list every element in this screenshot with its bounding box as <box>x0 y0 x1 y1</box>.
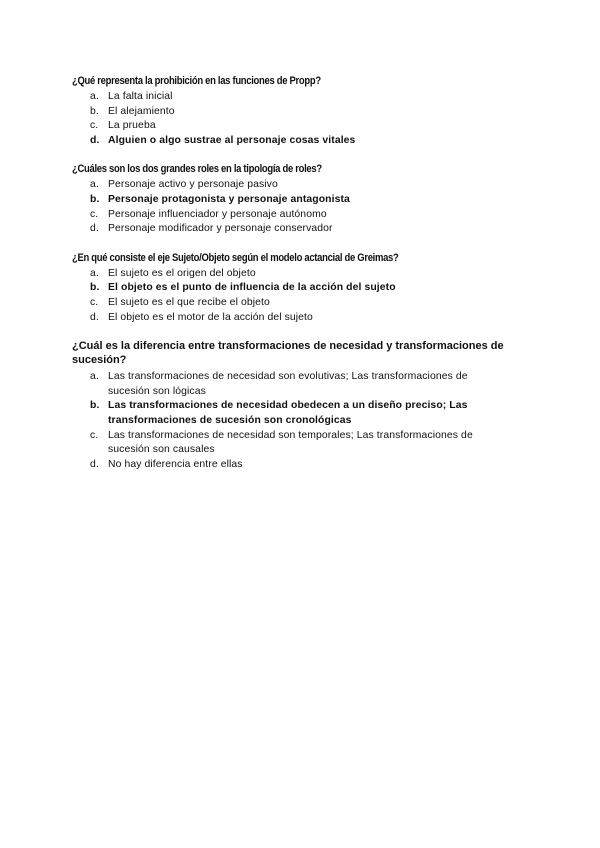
option-b <box>72 105 522 120</box>
option-d <box>72 311 522 326</box>
option-text: La prueba <box>108 120 156 132</box>
option-d-correct <box>72 134 522 149</box>
option-letter: b. <box>90 193 100 205</box>
option-text: El objeto es el motor de la acción del sujeto <box>108 311 313 323</box>
option-list <box>72 178 522 236</box>
option-d <box>72 458 522 473</box>
option-text: El objeto es el punto de influencia de la acción del sujeto <box>108 282 396 294</box>
option-text: Las transformaciones de necesidad obedecen a un diseño preciso; Las transformaciones de sucesión son cronológicas <box>108 400 468 426</box>
option-c <box>72 429 522 458</box>
option-a <box>72 90 522 105</box>
option-letter: a. <box>90 371 99 383</box>
option-a <box>72 267 522 282</box>
option-letter: c. <box>90 120 99 132</box>
option-letter: b. <box>90 400 100 412</box>
question-2 <box>72 162 522 236</box>
question-title: ¿Cuáles son los dos grandes roles en la tipología de roles? <box>72 163 322 176</box>
option-letter: c. <box>90 429 99 441</box>
option-letter: d. <box>90 223 99 235</box>
option-letter: a. <box>90 267 99 279</box>
option-text: El sujeto es el que recibe el objeto <box>108 296 270 308</box>
option-a <box>72 370 522 399</box>
option-text: El sujeto es el origen del objeto <box>108 267 256 279</box>
option-d <box>72 222 522 237</box>
option-letter: a. <box>90 91 99 102</box>
question-3 <box>72 251 522 325</box>
option-list <box>72 370 522 472</box>
option-text: Las transformaciones de necesidad son temporales; Las transformaciones de sucesión son causales <box>108 429 473 456</box>
option-c <box>72 296 522 311</box>
option-letter: d. <box>90 311 99 323</box>
question-4 <box>72 339 522 472</box>
option-text: La falta inicial <box>108 91 173 102</box>
option-list <box>72 90 522 148</box>
option-letter: d. <box>90 134 100 146</box>
option-c <box>72 119 522 134</box>
option-b-correct <box>72 193 522 208</box>
option-list <box>72 267 522 325</box>
question-title: ¿En qué consiste el eje Sujeto/Objeto según el modelo actancial de Greimas? <box>72 251 399 264</box>
option-text: No hay diferencia entre ellas <box>108 458 243 470</box>
option-text: Personaje modificador y personaje conservador <box>108 223 333 235</box>
question-title: ¿Qué representa la prohibición en las funciones de Propp? <box>72 75 321 87</box>
option-letter: d. <box>90 458 99 470</box>
option-text: Las transformaciones de necesidad son evolutivas; Las transformaciones de sucesión son lógicas <box>108 371 468 397</box>
option-c <box>72 208 522 223</box>
question-list <box>72 74 522 486</box>
option-letter: c. <box>90 296 99 308</box>
option-text: Personaje protagonista y personaje antagonista <box>108 193 350 205</box>
question-title: ¿Cuál es la diferencia entre transformaciones de necesidad y transformaciones de sucesión? <box>72 340 504 367</box>
option-text: El alejamiento <box>108 105 175 117</box>
option-text: Personaje activo y personaje pasivo <box>108 179 278 191</box>
option-letter: b. <box>90 282 100 294</box>
question-1 <box>72 74 522 148</box>
option-text: Personaje influenciador y personaje autónomo <box>108 208 327 220</box>
option-text: Alguien o algo sustrae al personaje cosas vitales <box>108 134 356 146</box>
option-b-correct <box>72 281 522 296</box>
option-b-correct <box>72 399 522 428</box>
option-letter: b. <box>90 105 99 117</box>
option-letter: a. <box>90 179 99 191</box>
option-letter: c. <box>90 208 99 220</box>
option-a <box>72 178 522 193</box>
